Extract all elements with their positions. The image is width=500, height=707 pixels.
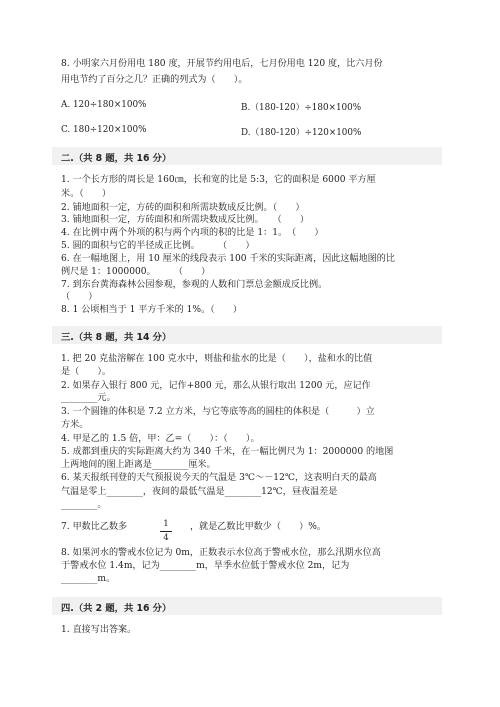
- section3-title: 三.（共 8 题，共 14 分）: [61, 332, 172, 343]
- s2-line: 3. 铺地面积一定，方砖面积和所需块数成反比例。 （ ）: [61, 215, 309, 225]
- section4-title: 四.（共 2 题，共 16 分）: [61, 603, 172, 614]
- s2-line: 例尺是 1：1000000。 （ ）: [61, 267, 211, 277]
- s3-line: 3. 一个圆锥的体积是 7.2 立方米，与它等底等高的圆柱的体积是（ ）立: [61, 407, 375, 417]
- s2-line: 1. 一个长方形的周长是 160㎝，长和宽的比是 5:3，它的面积是 6000 平方厘: [61, 175, 376, 185]
- s3-line: 5. 成都到重庆的实际距离大约为 340 千米，在一幅比例尺为 1：2000000 的地图: [61, 447, 394, 457]
- s3-line: ________。: [61, 500, 107, 510]
- s3-line: 是（ ）。: [61, 367, 112, 377]
- q8-option-a: A. 120÷180×100%: [61, 100, 147, 110]
- fraction-bar: [160, 531, 172, 532]
- s3-line: 方米。: [61, 420, 89, 430]
- s2-line: 5. 圆的面积与它的半径成正比例。 （ ）: [61, 241, 255, 251]
- s3-q8-line: 于警戒水位 1.4m，记为________m，旱季水位低于警戒水位 2m，记为: [61, 561, 350, 571]
- q8-option-d: D.（180-120）÷120×100%: [241, 128, 362, 138]
- s3-line: 2. 如果存入银行 800 元，记作+800 元，那么从银行取出 1200 元，应记作: [61, 381, 371, 391]
- s3-line: 6. 某天报纸刊登的天气预报说今天的气温是 3℃～－12℃，这表明白天的最高: [61, 473, 377, 483]
- s3-q7-right: ，就是乙数比甲数少（ ）%。: [190, 522, 326, 532]
- q8-text-line1: 8. 小明家六月份用电 180 度，开展节约用电后，七月份用电 120 度，比六月份: [61, 59, 383, 69]
- fraction-one-quarter: [160, 519, 172, 544]
- fraction-denominator: 4: [163, 533, 169, 543]
- q8-option-b: B.（180-120）÷180×100%: [241, 103, 362, 113]
- s2-line: 米。（ ）: [61, 189, 112, 199]
- s3-line: ________元。: [61, 393, 116, 403]
- s3-q8-line: ________m。: [61, 574, 116, 584]
- q8-text-line2: 用电节约了百分之几？正确的列式为（ ）。: [61, 75, 248, 85]
- s3-line: 1. 把 20 克盐溶解在 100 克水中，则盐和盐水的比是（ ），盐和水的比值: [61, 354, 373, 364]
- fraction-numerator: 1: [163, 519, 169, 529]
- s2-line: 2. 铺地面积一定，方砖的面积和所需块数成反比例。（ ）: [61, 203, 305, 213]
- s3-line: 气温是零上________，夜间的最低气温是________12℃，昼夜温差是: [61, 487, 338, 497]
- s2-line: 7. 到东台黄海森林公园参观，参观的人数和门票总金额成反比例。: [61, 280, 328, 290]
- s3-line: 上两地间的图上距离是________厘米。: [61, 460, 216, 470]
- s2-line: 8. 1 公顷相当于 1 平方千米的 1%。（ ）: [61, 305, 242, 315]
- s4-line: 1. 直接写出答案。: [61, 625, 137, 635]
- q8-option-c: C. 180÷120×100%: [61, 125, 147, 135]
- section2-title: 二.（共 8 题，共 16 分）: [61, 153, 172, 164]
- s3-q7-left: 7. 甲数比乙数多: [61, 522, 128, 532]
- s3-line: 4. 甲是乙的 1.5 倍，甲：乙=（ ）：（ ）。: [61, 434, 260, 444]
- s2-line: （ ）: [61, 292, 98, 302]
- s2-line: 4. 在比例中两个外项的积与两个内项的积的比是 1：1。 （ ）: [61, 228, 324, 238]
- s2-line: 6. 在一幅地图上，用 10 厘米的线段表示 100 千米的实际距离，因此这幅地图的比: [61, 254, 395, 264]
- s3-q8-line: 8. 如果河水的警戒水位记为 0m，正数表示水位高于警戒水位，那么汛期水位高: [61, 548, 381, 558]
